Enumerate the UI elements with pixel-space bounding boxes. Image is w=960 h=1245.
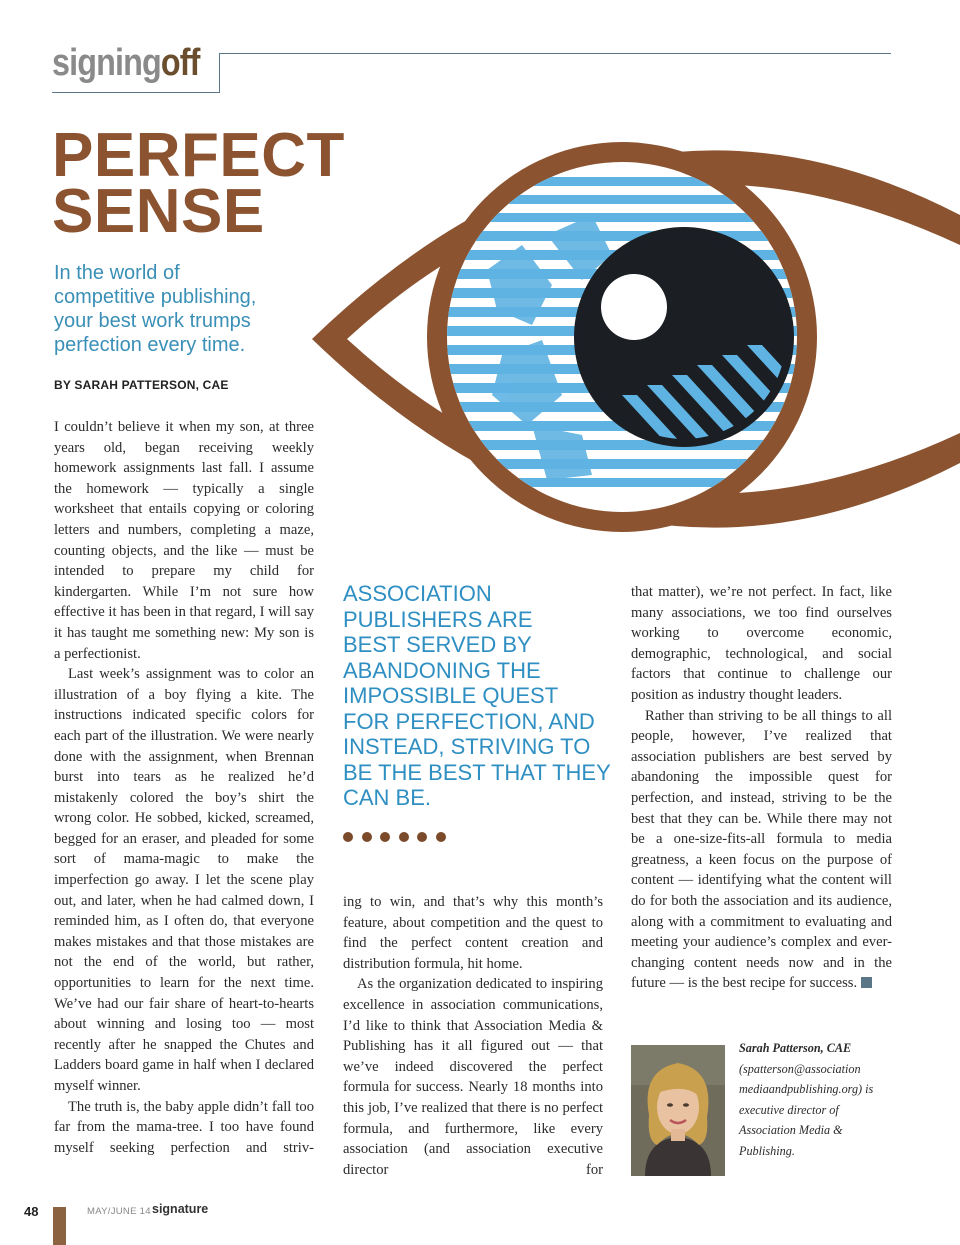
paragraph-text: Rather than striving to be all things to all people, however, I’ve realized that association publishers are best served by abandoning the impossible quest for perfection, and instead, striving to be the best that they can be. While there may not be a one-size-fits-all formula to media greatness, a keen focus on the purpose of content — identifying what the content will do for both the association and its audience, along with a commitment to evaluating and meeting your audience’s complex and ever-changing content needs now and in the future — is the best recipe for success. xyxy=(631,707,892,992)
body-column-3 xyxy=(631,582,892,994)
paragraph: ing to win, and that’s why this month’s feature, about competition and the quest to find the perfect content creation and distribution formula, hit home. xyxy=(343,894,603,972)
deck-line: In the world of xyxy=(54,262,180,284)
pupil-highlight xyxy=(601,274,667,340)
bio-line: (spatterson@association xyxy=(739,1061,861,1076)
pull-quote xyxy=(343,581,611,811)
header-rule-bottom xyxy=(52,92,220,93)
eye-illustration xyxy=(292,95,960,585)
author-name: Sarah Patterson, CAE xyxy=(739,1041,852,1055)
page-number: 48 xyxy=(24,1204,39,1219)
dot xyxy=(399,832,409,842)
body-column-1 xyxy=(54,417,314,1158)
pull-quote-line: IMPOSSIBLE QUEST xyxy=(343,683,559,708)
headline xyxy=(52,121,345,246)
deck-line: perfection every time. xyxy=(54,334,246,356)
pull-quote-line: BE THE BEST THAT THEY xyxy=(343,759,611,785)
deck xyxy=(54,261,314,357)
paragraph: As the organization dedicated to inspiring excellence in association communications, I’d like to think that Association Media & Publishing has it all figured out — that we’ve indeed discovered the perfect formula for success. Nearly 18 months into this job, I’ve realized that there is no perfect formula, and furthermore, like every association (and association executive director for xyxy=(343,976,603,1178)
footer-bar xyxy=(53,1207,66,1245)
end-mark-icon xyxy=(861,977,872,988)
pull-quote-line: ASSOCIATION xyxy=(343,581,492,606)
pull-quote-line: INSTEAD, STRIVING TO xyxy=(343,734,591,759)
deck-line: your best work trumps xyxy=(54,310,251,332)
dot xyxy=(343,832,353,842)
magazine-name: signature xyxy=(152,1202,209,1216)
pull-quote-dots xyxy=(343,832,446,842)
headline-line-1: PERFECT xyxy=(52,121,345,190)
bio-line: mediaandpublishing.org) is xyxy=(739,1082,874,1097)
paragraph: I couldn’t believe it when my son, at three years old, began receiving weekly homework assignments last fall. I assume the homework — typically a single worksheet that entails copying or coloring letters and numbers, completing a maze, counting objects, and the like — must be intended to prepare my child for kindergarten. While I’m not sure how effective it has been in that regard, I will say it has taught me something new: My son is a perfectionist. xyxy=(54,419,314,662)
pull-quote-line: CAN BE. xyxy=(343,785,432,810)
dot xyxy=(436,832,446,842)
dot xyxy=(417,832,427,842)
paragraph: that matter), we’re not perfect. In fact, like many associations, we too find ourselves working to overcome economic, demographic, technological, and social factors that continue to challenge our position as industry thought leaders. xyxy=(631,584,892,703)
paragraph xyxy=(631,706,892,994)
bio-line: Publishing. xyxy=(739,1143,795,1158)
bio-line: Association Media & xyxy=(739,1123,843,1138)
author-photo xyxy=(631,1045,725,1176)
header-rule-top xyxy=(219,53,891,54)
bio-line: executive director of xyxy=(739,1102,839,1117)
headline-line-2: SENSE xyxy=(52,177,265,246)
paragraph: Last week’s assignment was to color an illustration of a boy flying a kite. The instructions indicated specific colors for each part of the illustration. We were nearly done with the assignment, when Brennan burst into tears as he realized he’d mistakenly colored the boy’s shirt the wrong color. He sobbed, kicked, screamed, begged for an eraser, and pleaded for some sort of mama-magic to make the imperfection go away. I let the scene play out, and later, when he had calmed down, I reminded him, as I often do, that everyone makes mistakes and that those mistakes are not the end of the world, but rather, opportunities to learn for the next time. We’ve had our fair share of heart-to-hearts about winning and losing too — most recently after he snapped the Chutes and Ladders board game in half when I declared myself winner. xyxy=(54,666,314,1094)
deck-line: competitive publishing, xyxy=(54,286,257,308)
header-rule-vertical xyxy=(219,53,220,93)
pull-quote-line: BEST SERVED BY xyxy=(343,632,532,657)
dot xyxy=(362,832,372,842)
author-bio xyxy=(739,1038,904,1162)
pull-quote-line: PUBLISHERS ARE xyxy=(343,606,533,632)
section-label: signingoff xyxy=(52,42,200,84)
byline: BY SARAH PATTERSON, CAE xyxy=(54,378,229,392)
dot xyxy=(380,832,390,842)
pull-quote-line: ABANDONING THE xyxy=(343,657,541,683)
body-column-2 xyxy=(343,892,603,1180)
paragraph: The truth is, the baby apple didn’t fall too far from the mama-tree. I too have found myself seeking perfection and striv- xyxy=(54,1098,314,1156)
pull-quote-line: FOR PERFECTION, AND xyxy=(343,708,595,734)
issue-date: MAY/JUNE 14 xyxy=(87,1206,151,1217)
